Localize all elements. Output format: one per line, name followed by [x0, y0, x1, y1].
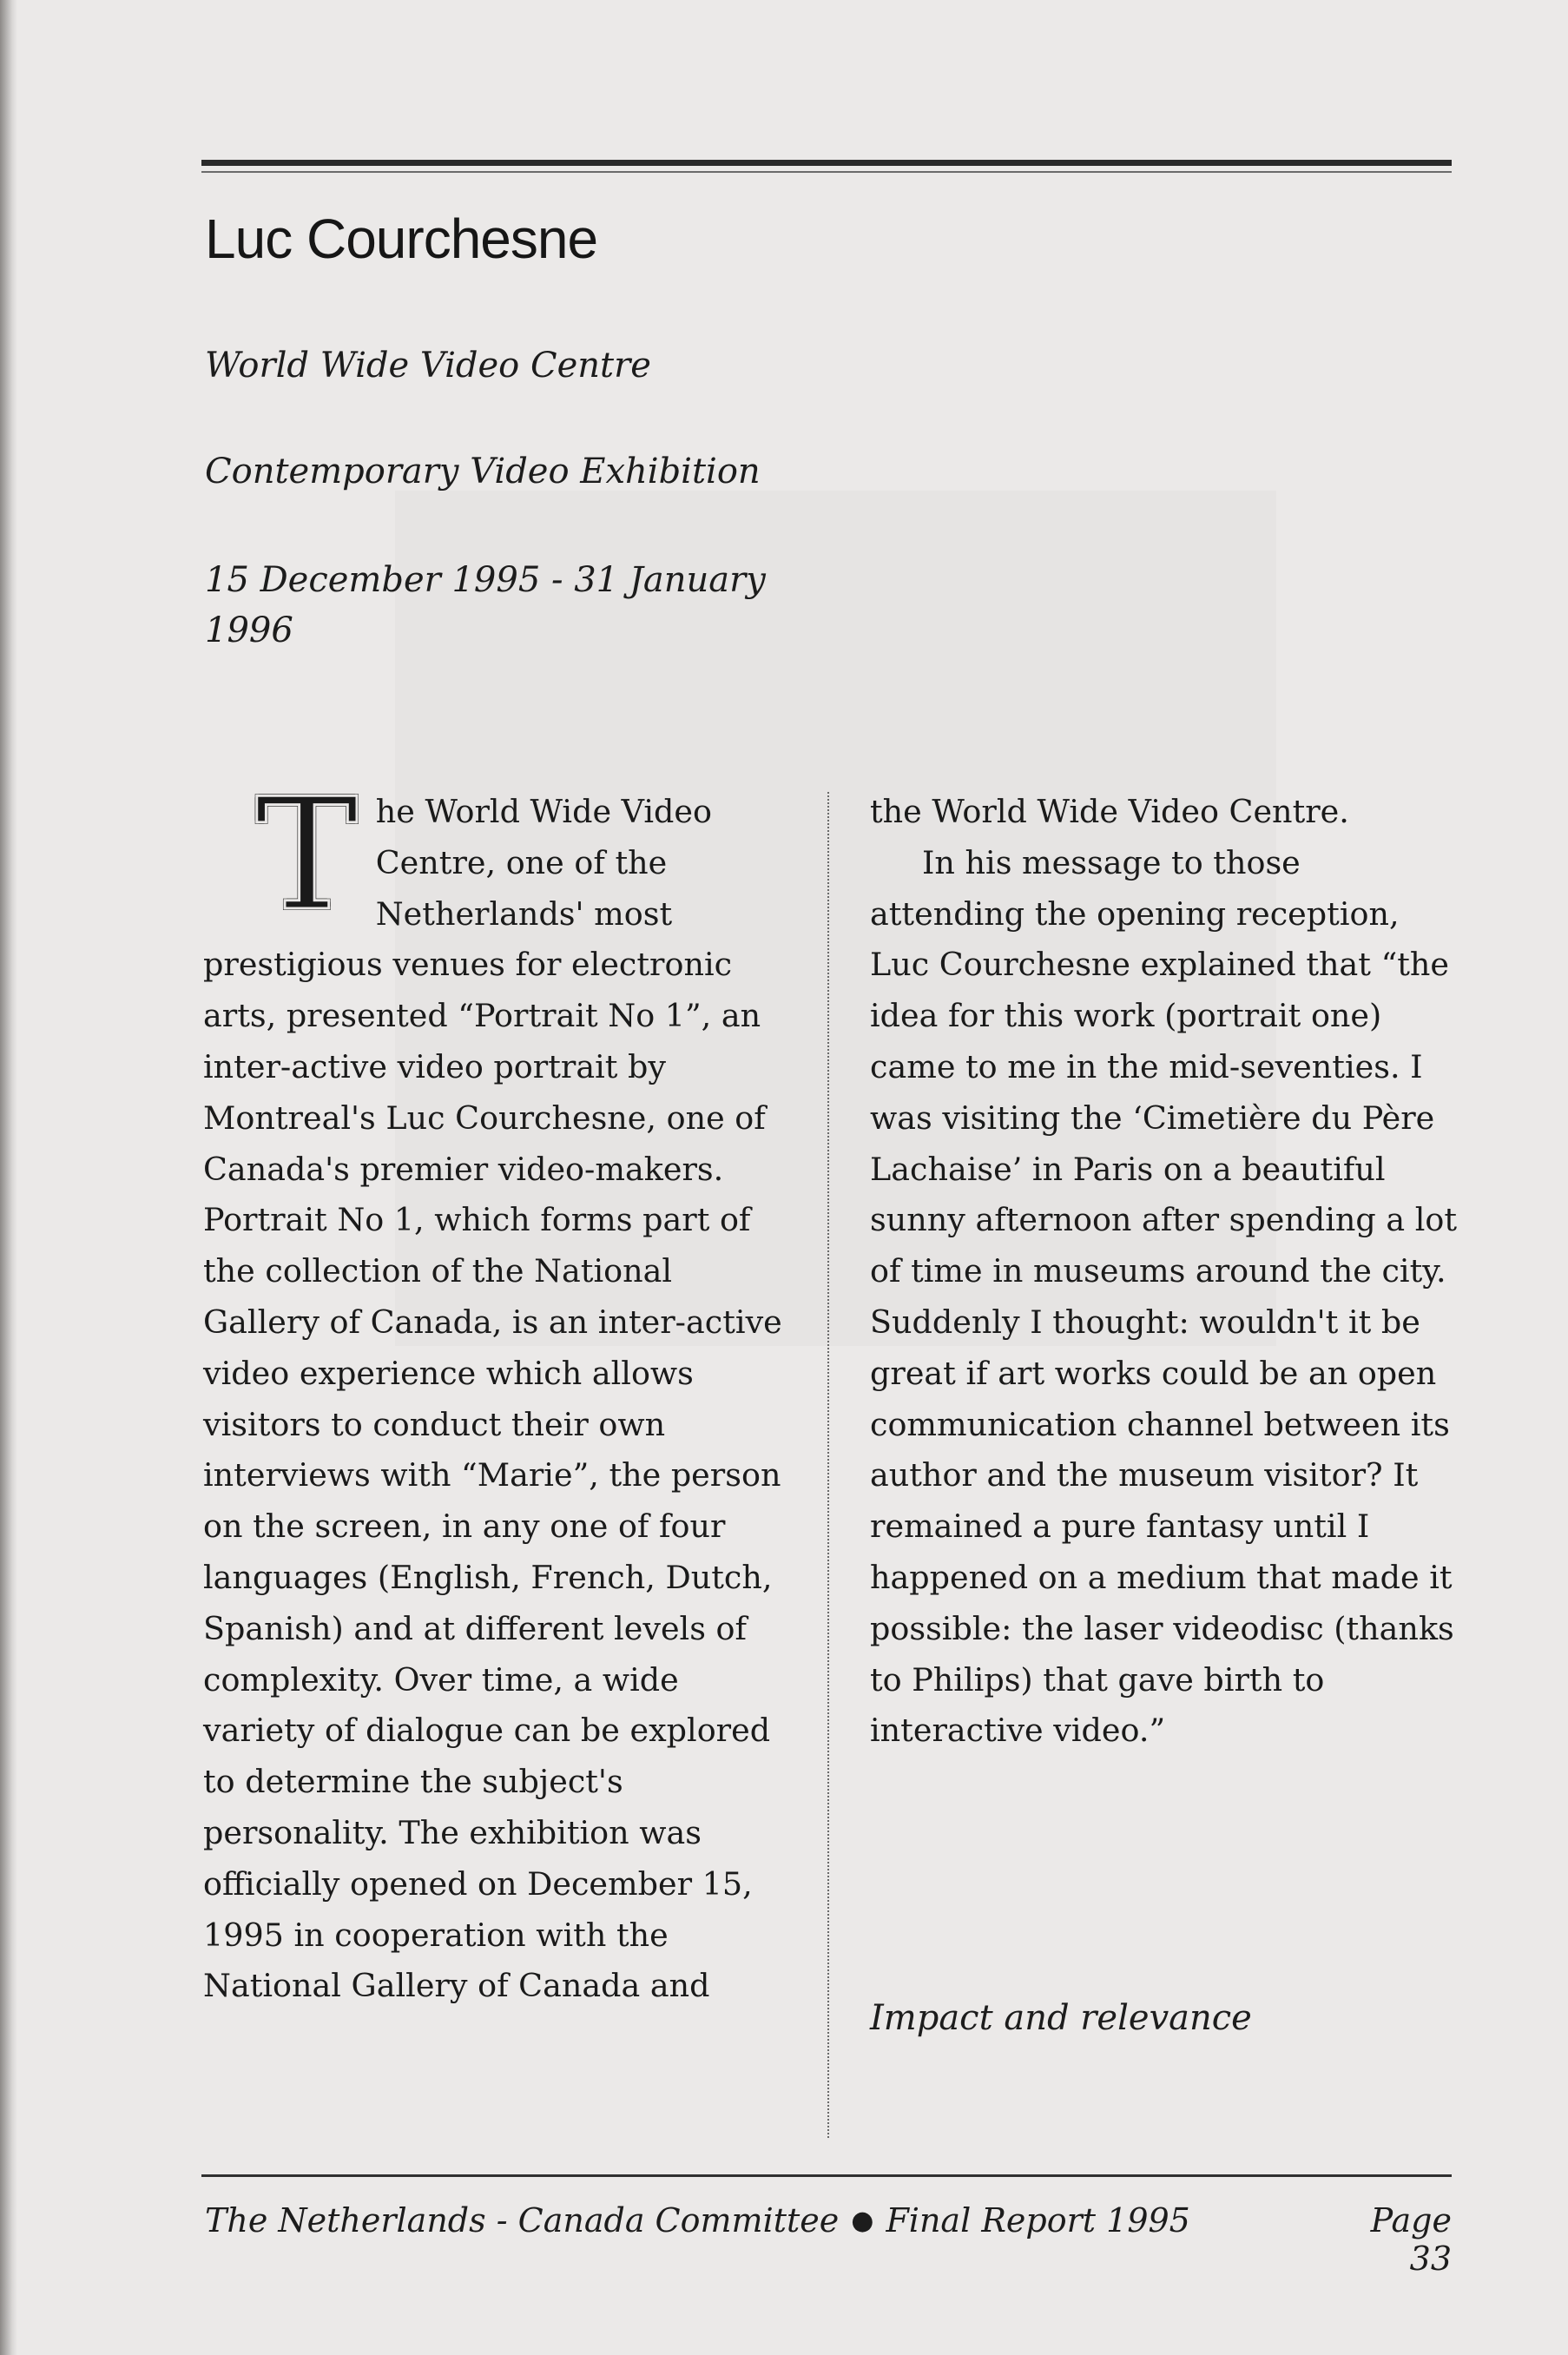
bullet-icon: ● — [851, 2206, 874, 2236]
footer-report-title — [205, 2201, 1190, 2240]
top-rule — [201, 160, 1452, 166]
right-column-continuation: the World Wide Video Centre. — [870, 793, 1349, 830]
page-edge-shadow — [0, 0, 17, 2355]
venue-line: World Wide Video Centre — [205, 346, 651, 386]
section-heading: Impact and relevance — [870, 1998, 1252, 2038]
left-column-text: he World Wide Video Centre, one of the Netherlands' most prestigious venues for electronic arts, presented “Portrait No 1”, an inter-active video portrait by Montreal's Luc Courchesne, one of Canada's premier video-makers. Portrait No 1, which forms part of the collection of the National Gallery of Canada, is an inter-active video experience which allows visitors to conduct their own interviews with “Marie”, the person on the screen, in any one of four languages (English, French, Dutch, Spanish) and at different levels of complexity. Over time, a wide variety of dialogue can be explored to determine the subject's personality. The exhibition was officially opened on December 15, 1995 in cooperation with the National Gallery of Canada and — [203, 793, 782, 2005]
dates-line: 15 December 1995 - 31 January 1996 — [205, 560, 766, 650]
page-title: Luc Courchesne — [205, 208, 598, 270]
footer-subtitle: Final Report 1995 — [886, 2201, 1190, 2240]
column-divider — [827, 792, 829, 2138]
top-rule-thin — [201, 171, 1452, 173]
page-number: Page 33 — [1370, 2201, 1452, 2278]
left-column — [203, 765, 790, 2012]
drop-cap: T — [255, 765, 359, 945]
right-column — [870, 787, 1462, 1757]
exhibition-line: Contemporary Video Exhibition — [205, 452, 761, 491]
footer-committee: The Netherlands - Canada Committee — [205, 2201, 840, 2240]
bottom-rule — [201, 2174, 1452, 2177]
right-column-paragraph: In his message to those attending the opening reception, Luc Courchesne explained that “the idea for this work (portrait one) came to me in the mid-seventies. I was visiting the ‘Cimetière du Père Lachaise’ in Paris on a beautiful sunny afternoon after spending a lot of time in museums around the city. Suddenly I thought: wouldn't it be great if art works could be an open communication channel between its author and the museum visitor? It remained a pure fantasy until I happened on a medium that made it possible: the laser videodisc (thanks to Philips) that gave birth to interactive video.” — [870, 843, 1458, 1750]
